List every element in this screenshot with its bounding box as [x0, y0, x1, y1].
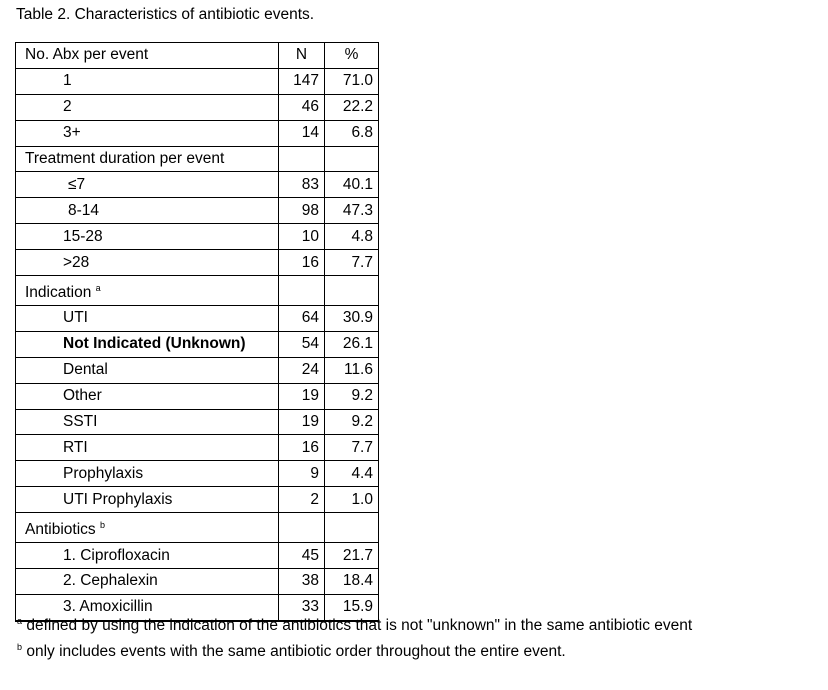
- row-label-text: 2. Cephalexin: [63, 572, 158, 590]
- row-label-text: Prophylaxis: [63, 464, 144, 482]
- percent-cell: 6.8: [325, 120, 379, 146]
- row-label: [16, 120, 279, 146]
- footnote-a-mark: a: [17, 616, 23, 626]
- table-row: [16, 250, 379, 276]
- table-row: [16, 224, 379, 250]
- count-cell: 19: [279, 383, 325, 409]
- count-cell: 33: [279, 594, 325, 620]
- percent-cell: 4.8: [325, 224, 379, 250]
- row-label: [16, 461, 279, 487]
- percent-cell: 11.6: [325, 357, 379, 383]
- count-cell: 24: [279, 357, 325, 383]
- section-row: [16, 146, 379, 172]
- row-label-text: >28: [63, 253, 90, 271]
- count-cell: 46: [279, 94, 325, 120]
- percent-cell: 30.9: [325, 306, 379, 332]
- row-label-text: 1. Ciprofloxacin: [63, 546, 170, 564]
- row-label-text: 15-28: [63, 227, 103, 245]
- table-row: [16, 198, 379, 224]
- row-label-text: Dental: [63, 361, 108, 379]
- footnote-marker: a: [95, 283, 101, 294]
- header-pct: %: [325, 43, 379, 69]
- footnote-b-mark: b: [17, 642, 23, 652]
- row-label: [16, 357, 279, 383]
- header-label: No. Abx per event: [16, 43, 279, 69]
- percent-cell: 26.1: [325, 331, 379, 357]
- row-label: [16, 383, 279, 409]
- table-row: [16, 569, 379, 595]
- count-cell: 98: [279, 198, 325, 224]
- header-n: N: [279, 43, 325, 69]
- row-label-text: SSTI: [63, 413, 98, 431]
- percent-cell: [325, 146, 379, 172]
- footnote-marker: b: [99, 520, 105, 531]
- section-row: [16, 276, 379, 306]
- count-cell: 16: [279, 250, 325, 276]
- table-row: [16, 120, 379, 146]
- row-label-text: Antibiotics: [25, 521, 96, 539]
- section-label: [16, 513, 279, 543]
- row-label: [16, 94, 279, 120]
- footnote-b-text: only includes events with the same antibiotic order throughout the entire event.: [22, 643, 566, 660]
- percent-cell: [325, 276, 379, 306]
- count-cell: 38: [279, 569, 325, 595]
- table-row: [16, 306, 379, 332]
- count-cell: 45: [279, 543, 325, 569]
- percent-cell: 47.3: [325, 198, 379, 224]
- footnote-a: [17, 616, 692, 635]
- percent-cell: 1.0: [325, 487, 379, 513]
- row-label-text: 8-14: [68, 201, 100, 219]
- row-label: [16, 487, 279, 513]
- percent-cell: 4.4: [325, 461, 379, 487]
- row-label: [16, 435, 279, 461]
- percent-cell: 71.0: [325, 68, 379, 94]
- table-row: [16, 357, 379, 383]
- table-row: [16, 461, 379, 487]
- row-label-text: ≤7: [68, 175, 86, 193]
- percent-cell: 18.4: [325, 569, 379, 595]
- table-row: [16, 94, 379, 120]
- section-label: [16, 146, 279, 172]
- count-cell: [279, 146, 325, 172]
- row-label-text: 3. Amoxicillin: [63, 598, 153, 616]
- percent-cell: 21.7: [325, 543, 379, 569]
- count-cell: 64: [279, 306, 325, 332]
- count-cell: 83: [279, 172, 325, 198]
- table-row: [16, 68, 379, 94]
- percent-cell: 9.2: [325, 409, 379, 435]
- row-label: [16, 409, 279, 435]
- row-label: [16, 569, 279, 595]
- percent-cell: 9.2: [325, 383, 379, 409]
- footnote-b: [17, 642, 566, 661]
- row-label-text: 3+: [63, 124, 81, 142]
- table-row: [16, 409, 379, 435]
- count-cell: 10: [279, 224, 325, 250]
- count-cell: 19: [279, 409, 325, 435]
- count-cell: 147: [279, 68, 325, 94]
- count-cell: [279, 276, 325, 306]
- table-title: Table 2. Characteristics of antibiotic events.: [16, 6, 315, 23]
- row-label-text: Indication: [25, 284, 92, 302]
- percent-cell: 22.2: [325, 94, 379, 120]
- count-cell: 2: [279, 487, 325, 513]
- footnote-a-text: defined by using the indication of the antibiotics that is not "unknown" in the same antibiotic event: [22, 617, 693, 634]
- row-label: [16, 68, 279, 94]
- row-label-text: RTI: [63, 438, 88, 456]
- characteristics-table: [15, 42, 379, 622]
- table-row: [16, 487, 379, 513]
- count-cell: 54: [279, 331, 325, 357]
- header-row: [16, 43, 379, 69]
- table-row: [16, 383, 379, 409]
- section-row: [16, 513, 379, 543]
- row-label-text: Treatment duration per event: [25, 150, 225, 167]
- percent-cell: 15.9: [325, 594, 379, 620]
- row-label-text: 2: [63, 98, 72, 116]
- row-label: [16, 306, 279, 332]
- percent-cell: 40.1: [325, 172, 379, 198]
- table-row: [16, 331, 379, 357]
- count-cell: [279, 513, 325, 543]
- table-row: [16, 435, 379, 461]
- row-label: [16, 172, 279, 198]
- row-label: [16, 543, 279, 569]
- row-label: [16, 224, 279, 250]
- section-label: [16, 276, 279, 306]
- count-cell: 9: [279, 461, 325, 487]
- row-label: [16, 331, 279, 357]
- row-label-text: 1: [63, 72, 72, 90]
- table-row: [16, 543, 379, 569]
- table-row: [16, 172, 379, 198]
- row-label: [16, 198, 279, 224]
- count-cell: 16: [279, 435, 325, 461]
- percent-cell: 7.7: [325, 435, 379, 461]
- percent-cell: [325, 513, 379, 543]
- count-cell: 14: [279, 120, 325, 146]
- row-label-text: UTI: [63, 309, 88, 327]
- row-label-text: Other: [63, 387, 102, 405]
- row-label-text: Not Indicated (Unknown): [63, 335, 246, 353]
- row-label-text: UTI Prophylaxis: [63, 490, 173, 508]
- row-label: [16, 250, 279, 276]
- percent-cell: 7.7: [325, 250, 379, 276]
